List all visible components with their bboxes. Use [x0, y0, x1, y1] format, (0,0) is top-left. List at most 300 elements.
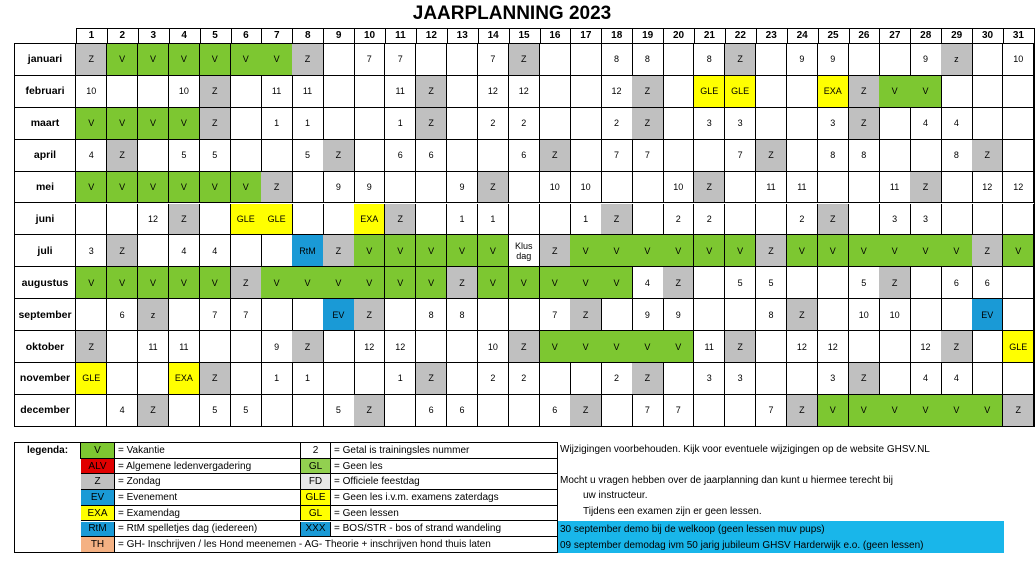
day-cell: Z	[540, 140, 571, 172]
legend-desc: = Geen les	[331, 459, 558, 475]
day-cell: 4	[169, 235, 200, 267]
day-header: 2	[119, 30, 126, 41]
day-cell	[787, 108, 818, 140]
day-cell	[76, 204, 107, 236]
day-cell: V	[385, 235, 416, 267]
day-cell	[200, 204, 231, 236]
header-divider	[138, 28, 139, 43]
day-cell	[385, 172, 416, 204]
day-cell: V	[200, 267, 231, 299]
day-cell: 3	[879, 204, 910, 236]
day-cell: 12	[910, 331, 941, 363]
day-cell	[261, 235, 292, 267]
day-cell: Z	[540, 235, 571, 267]
day-cell	[200, 331, 231, 363]
day-header: 29	[951, 30, 963, 41]
header-divider	[756, 28, 757, 43]
day-cell: 9	[447, 172, 478, 204]
day-cell: 12	[1003, 172, 1034, 204]
day-cell	[879, 44, 910, 76]
day-cell	[354, 108, 385, 140]
day-cell	[910, 299, 941, 331]
month-label-mei: mei	[15, 172, 76, 204]
day-cell: 2	[601, 363, 632, 395]
day-cell: 12	[601, 76, 632, 108]
day-cell	[169, 395, 200, 427]
day-cell	[601, 299, 632, 331]
day-cell: 2	[509, 363, 540, 395]
day-cell: 3	[725, 363, 756, 395]
header-divider	[169, 28, 170, 43]
legend-desc: = Geen les i.v.m. examens zaterdags	[331, 490, 558, 506]
day-cell	[570, 363, 601, 395]
day-cell: V	[601, 267, 632, 299]
day-cell	[231, 76, 262, 108]
note-demo-welkoop: 30 september demo bij de welkoop (geen lessen muv pups)	[558, 521, 1004, 537]
day-cell	[292, 299, 323, 331]
day-cell: 1	[570, 204, 601, 236]
day-cell: V	[292, 267, 323, 299]
day-header: 10	[363, 30, 376, 41]
day-cell	[663, 76, 694, 108]
day-cell: V	[570, 331, 601, 363]
day-header: 12	[425, 30, 437, 41]
day-cell: 1	[261, 363, 292, 395]
day-cell	[756, 363, 787, 395]
day-cell	[1003, 204, 1034, 236]
day-header: 15	[518, 30, 530, 41]
header-divider	[725, 28, 726, 43]
day-cell: z	[941, 44, 972, 76]
day-cell	[787, 140, 818, 172]
day-cell: 1	[292, 108, 323, 140]
day-cell	[447, 331, 478, 363]
day-cell: GLE	[1003, 331, 1034, 363]
day-cell	[725, 299, 756, 331]
legend-code: EV	[81, 490, 115, 506]
day-cell: V	[107, 172, 138, 204]
day-cell	[540, 76, 571, 108]
note-changes: Wijzigingen voorbehouden. Kijk voor eventuele wijzigingen op de website GHSV.NL	[560, 444, 930, 455]
day-cell	[478, 395, 509, 427]
header-divider	[478, 28, 479, 43]
day-cell: V	[231, 172, 262, 204]
day-cell: Z	[663, 267, 694, 299]
day-cell: 8	[416, 299, 447, 331]
day-cell: V	[910, 395, 941, 427]
day-cell	[107, 331, 138, 363]
day-cell: V	[1003, 235, 1034, 267]
day-cell: 12	[478, 76, 509, 108]
day-cell: 10	[76, 76, 107, 108]
header-divider	[694, 28, 695, 43]
header-divider	[601, 28, 602, 43]
day-cell	[787, 363, 818, 395]
day-cell	[292, 395, 323, 427]
day-header: 20	[672, 30, 685, 41]
day-cell: 7	[354, 44, 385, 76]
day-cell: 9	[632, 299, 663, 331]
note-instructor: uw instructeur.	[583, 490, 648, 501]
day-cell: V	[261, 267, 292, 299]
day-cell: Z	[416, 108, 447, 140]
day-cell: 10	[540, 172, 571, 204]
day-cell	[231, 331, 262, 363]
day-cell: 6	[385, 140, 416, 172]
day-header: 22	[734, 30, 746, 41]
day-cell	[694, 299, 725, 331]
day-cell: 2	[478, 363, 509, 395]
header-divider	[292, 28, 293, 43]
day-cell: Z	[107, 140, 138, 172]
header-divider	[107, 28, 108, 43]
header-divider	[323, 28, 324, 43]
day-cell	[261, 140, 292, 172]
day-cell	[694, 395, 725, 427]
day-cell: 7	[231, 299, 262, 331]
day-header: 23	[765, 30, 777, 41]
day-cell: Z	[261, 172, 292, 204]
day-cell: 5	[725, 267, 756, 299]
day-cell	[416, 331, 447, 363]
day-cell: V	[570, 267, 601, 299]
day-cell	[972, 331, 1003, 363]
day-cell	[879, 331, 910, 363]
day-cell: Z	[478, 172, 509, 204]
day-cell: 9	[261, 331, 292, 363]
day-header: 5	[212, 30, 218, 41]
header-divider	[818, 28, 819, 43]
day-cell: 7	[478, 44, 509, 76]
day-header: 8	[304, 30, 311, 41]
day-cell: 6	[107, 299, 138, 331]
day-cell: 6	[941, 267, 972, 299]
day-cell: V	[447, 235, 478, 267]
day-cell: Z	[972, 235, 1003, 267]
day-header: 3	[150, 30, 157, 41]
day-cell: V	[107, 44, 138, 76]
day-cell: 3	[818, 108, 849, 140]
day-cell: 8	[601, 44, 632, 76]
month-label-november: november	[15, 363, 76, 395]
day-cell: 12	[972, 172, 1003, 204]
day-cell	[354, 363, 385, 395]
day-cell	[941, 172, 972, 204]
day-cell: V	[138, 44, 169, 76]
day-cell: 1	[447, 204, 478, 236]
day-cell: Z	[292, 331, 323, 363]
day-cell: 11	[169, 331, 200, 363]
day-header: 13	[456, 30, 468, 41]
day-cell: 3	[910, 204, 941, 236]
legend-desc: = BOS/STR - bos of strand wandeling	[331, 522, 558, 538]
day-cell	[416, 172, 447, 204]
day-cell	[447, 363, 478, 395]
day-cell: 10	[849, 299, 880, 331]
day-cell	[570, 76, 601, 108]
day-cell: V	[879, 76, 910, 108]
day-cell: V	[231, 44, 262, 76]
day-cell	[478, 140, 509, 172]
legend-desc: = Algemene ledenvergadering	[115, 459, 301, 475]
month-label-december: december	[15, 395, 76, 427]
legend-code: GLE	[301, 490, 331, 506]
day-cell: 8	[818, 140, 849, 172]
day-cell: 5	[200, 395, 231, 427]
day-cell: Z	[323, 140, 354, 172]
day-cell: Z	[849, 363, 880, 395]
day-cell	[1003, 299, 1034, 331]
day-cell: 4	[910, 363, 941, 395]
day-cell: V	[663, 235, 694, 267]
day-cell: V	[169, 267, 200, 299]
day-cell: 4	[910, 108, 941, 140]
day-cell: V	[138, 267, 169, 299]
day-cell: Z	[76, 44, 107, 76]
day-cell	[1003, 140, 1034, 172]
day-cell: 5	[200, 140, 231, 172]
legend-code: RtM	[81, 522, 115, 538]
month-label-augustus: augustus	[15, 267, 76, 299]
day-cell: 2	[694, 204, 725, 236]
day-cell	[509, 395, 540, 427]
day-cell	[323, 204, 354, 236]
day-cell: V	[478, 267, 509, 299]
month-label-februari: februari	[15, 76, 76, 108]
day-cell: 10	[478, 331, 509, 363]
day-cell	[540, 44, 571, 76]
legend-desc: = Officiele feestdag	[331, 474, 558, 490]
day-cell: 12	[818, 331, 849, 363]
day-cell: V	[509, 267, 540, 299]
legend-code: 2	[301, 443, 331, 459]
day-cell	[1003, 76, 1034, 108]
day-header: 28	[920, 30, 932, 41]
day-cell: V	[416, 267, 447, 299]
legend-label: legenda:	[15, 443, 81, 459]
day-cell: 5	[231, 395, 262, 427]
day-cell: V	[540, 267, 571, 299]
day-cell: Z	[200, 363, 231, 395]
day-cell: 7	[663, 395, 694, 427]
day-cell: GLE	[231, 204, 262, 236]
header-divider	[385, 28, 386, 43]
day-cell	[725, 204, 756, 236]
day-cell: EV	[972, 299, 1003, 331]
day-cell	[818, 299, 849, 331]
day-cell: 10	[1003, 44, 1034, 76]
day-cell: V	[601, 331, 632, 363]
day-cell	[385, 395, 416, 427]
day-cell: V	[694, 235, 725, 267]
day-cell: 7	[601, 140, 632, 172]
day-cell	[261, 395, 292, 427]
month-label-september: september	[15, 299, 76, 331]
day-cell: 9	[910, 44, 941, 76]
legend-desc: = Evenement	[115, 490, 301, 506]
day-cell: Z	[910, 172, 941, 204]
day-cell: V	[76, 172, 107, 204]
day-cell	[447, 44, 478, 76]
day-cell	[663, 108, 694, 140]
day-cell	[663, 363, 694, 395]
day-cell	[663, 140, 694, 172]
day-cell: 11	[756, 172, 787, 204]
day-cell: 12	[138, 204, 169, 236]
day-cell: 2	[478, 108, 509, 140]
day-cell: V	[879, 395, 910, 427]
day-cell	[138, 140, 169, 172]
day-cell: Z	[416, 76, 447, 108]
legend-desc: = Geen lessen	[331, 506, 558, 522]
day-header: 30	[981, 30, 994, 41]
day-cell	[416, 204, 447, 236]
legend-code: XXX	[301, 522, 331, 538]
day-cell	[910, 140, 941, 172]
day-header: 26	[858, 30, 870, 41]
day-cell: 7	[200, 299, 231, 331]
note-questions: Mocht u vragen hebben over de jaarplanning dan kunt u hiermee terecht bij	[560, 475, 893, 486]
day-cell	[1003, 363, 1034, 395]
day-cell: 2	[787, 204, 818, 236]
day-cell	[972, 363, 1003, 395]
day-cell	[972, 44, 1003, 76]
day-cell: z	[138, 299, 169, 331]
day-cell: 11	[385, 76, 416, 108]
day-cell: Z	[292, 44, 323, 76]
day-cell: 10	[879, 299, 910, 331]
day-cell: 2	[509, 108, 540, 140]
day-cell	[879, 108, 910, 140]
day-cell	[849, 44, 880, 76]
day-cell	[1003, 108, 1034, 140]
day-cell	[447, 108, 478, 140]
day-cell	[879, 140, 910, 172]
day-cell: Z	[787, 395, 818, 427]
day-cell: 4	[941, 363, 972, 395]
day-header: 7	[274, 30, 280, 41]
day-cell: Z	[416, 363, 447, 395]
day-cell: Z	[231, 267, 262, 299]
day-cell: V	[818, 235, 849, 267]
day-cell	[818, 172, 849, 204]
day-cell: 6	[509, 140, 540, 172]
day-cell: EV	[323, 299, 354, 331]
header-divider	[632, 28, 633, 43]
legend-desc: = Getal is trainingsles nummer	[331, 443, 558, 459]
day-cell: V	[354, 235, 385, 267]
header-divider	[231, 28, 232, 43]
day-cell: V	[138, 172, 169, 204]
day-cell	[910, 267, 941, 299]
day-cell	[323, 108, 354, 140]
day-cell	[818, 267, 849, 299]
day-cell: 9	[663, 299, 694, 331]
day-cell: V	[385, 267, 416, 299]
day-cell	[323, 44, 354, 76]
day-cell	[601, 395, 632, 427]
day-cell: 3	[76, 235, 107, 267]
day-cell: V	[879, 235, 910, 267]
day-cell	[849, 331, 880, 363]
day-cell	[972, 76, 1003, 108]
day-cell	[756, 108, 787, 140]
day-cell	[292, 172, 323, 204]
day-cell: Z	[601, 204, 632, 236]
header-divider	[261, 28, 262, 43]
day-cell: 12	[354, 331, 385, 363]
header-divider	[540, 28, 541, 43]
day-cell: Z	[632, 108, 663, 140]
day-cell	[231, 108, 262, 140]
day-cell: V	[663, 331, 694, 363]
day-cell: 5	[292, 140, 323, 172]
day-cell: 1	[385, 363, 416, 395]
day-cell	[694, 267, 725, 299]
day-cell: Z	[200, 108, 231, 140]
day-cell: 4	[941, 108, 972, 140]
day-cell: GLE	[694, 76, 725, 108]
day-cell	[76, 299, 107, 331]
day-cell: 6	[540, 395, 571, 427]
day-cell: 3	[725, 108, 756, 140]
day-cell: V	[76, 267, 107, 299]
day-cell	[385, 299, 416, 331]
day-cell: 6	[416, 395, 447, 427]
day-cell	[632, 204, 663, 236]
day-cell: Klus dag	[509, 235, 540, 267]
day-cell	[879, 363, 910, 395]
day-cell: 2	[601, 108, 632, 140]
day-cell	[323, 363, 354, 395]
day-cell: V	[76, 108, 107, 140]
day-cell: 1	[292, 363, 323, 395]
header-divider	[663, 28, 664, 43]
day-cell: GLE	[261, 204, 292, 236]
day-cell	[540, 363, 571, 395]
day-cell: 1	[478, 204, 509, 236]
day-cell: 12	[509, 76, 540, 108]
day-cell	[509, 172, 540, 204]
day-cell: 6	[972, 267, 1003, 299]
note-exam: Tijdens een examen zijn er geen lessen.	[583, 506, 762, 517]
day-cell: V	[169, 44, 200, 76]
day-cell: 11	[879, 172, 910, 204]
day-cell: Z	[879, 267, 910, 299]
day-cell	[107, 76, 138, 108]
day-cell	[941, 204, 972, 236]
day-cell	[478, 299, 509, 331]
day-cell: Z	[169, 204, 200, 236]
day-header: 24	[796, 30, 808, 41]
day-cell: Z	[447, 267, 478, 299]
day-header: 4	[181, 30, 187, 41]
day-cell: 7	[756, 395, 787, 427]
day-cell	[540, 204, 571, 236]
day-cell	[941, 299, 972, 331]
page-title: JAARPLANNING 2023	[412, 3, 612, 24]
legend-code: ALV	[81, 459, 115, 475]
header-divider	[1003, 28, 1004, 43]
day-cell: 9	[354, 172, 385, 204]
day-cell: 8	[694, 44, 725, 76]
day-cell	[231, 140, 262, 172]
day-cell: 9	[787, 44, 818, 76]
day-cell: 4	[76, 140, 107, 172]
day-cell: 2	[663, 204, 694, 236]
month-label-januari: januari	[15, 44, 76, 76]
day-cell: Z	[941, 331, 972, 363]
